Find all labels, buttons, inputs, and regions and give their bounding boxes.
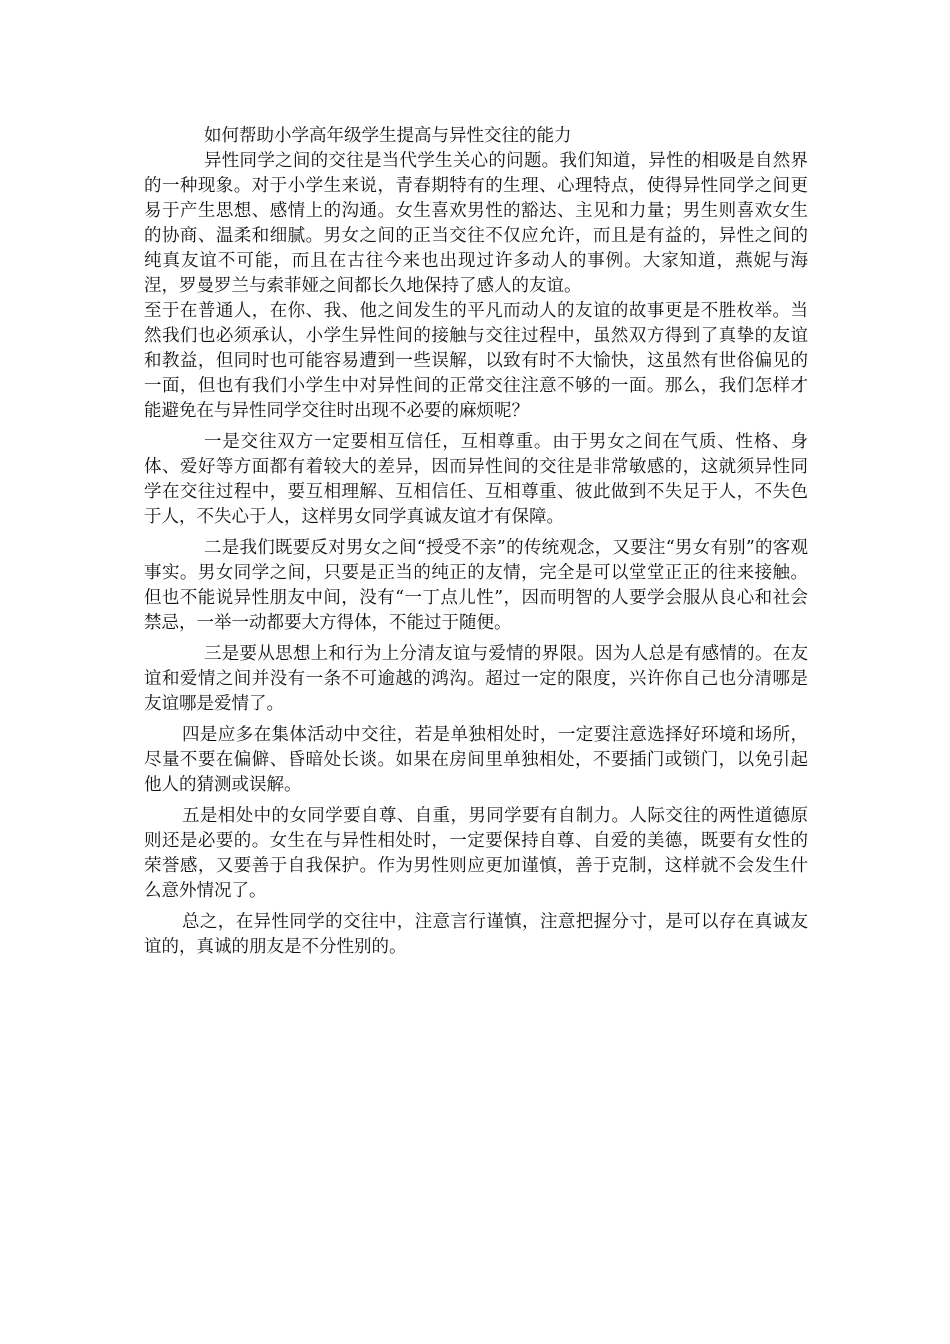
paragraph-intro: 异性同学之间的交往是当代学生关心的问题。我们知道，异性的相吸是自然界的一种现象。对于小学生来说，青春期特有的生理、心理特点，使得异性同学之间更易于产生思想、感情上的沟通。女生喜欢男性的豁达、主见和力量；男生则喜欢女生的协商、温柔和细腻。男女之间的正当交往不仅应允许，而且是有益的，异性之间的纯真友谊不可能，而且在古往今来也出现过许多动人的事例。大家知道，燕妮与海涅，罗曼罗兰与索菲娅之间都长久地保持了感人的友谊。 bbox=[144, 151, 808, 296]
paragraph-point-one: 一是交往双方一定要相互信任，互相尊重。由于男女之间在气质、性格、身体、爱好等方面都有着较大的差异，因而异性间的交往是非常敏感的，这就须异性同学在交往过程中，要互相理解、互相信任、互相尊重、彼此做到不失足于人，不失色于人，不失心于人，这样男女同学真诚友谊才有保障。 bbox=[144, 432, 808, 527]
paragraph-conclusion: 总之，在异性同学的交往中，注意言行谨慎，注意把握分寸，是可以存在真诚友谊的，真诚的朋友是不分性别的。 bbox=[144, 912, 808, 957]
document-title: 如何帮助小学高年级学生提高与异性交往的能力 bbox=[204, 126, 572, 146]
paragraph-point-four: 四是应多在集体活动中交往，若是单独相处时，一定要注意选择好环境和场所，尽量不要在偏僻、昏暗处长谈。如果在房间里单独相处，不要插门或锁门，以免引起他人的猜测或误解。 bbox=[144, 725, 808, 795]
paragraph-point-two: 二是我们既要反对男女之间“授受不亲”的传统观念，又要注“男女有别”的客观事实。男女同学之间，只要是正当的纯正的友情，完全是可以堂堂正正的往来接触。但也不能说异性朋友中间，没有“一丁点儿性”，因而明智的人要学会服从良心和社会禁忌，一举一动都要大方得体，不能过于随便。 bbox=[144, 538, 808, 633]
paragraph-point-five: 五是相处中的女同学要自尊、自重，男同学要有自制力。人际交往的两性道德原则还是必要的。女生在与异性相处时，一定要保持自尊、自爱的美德，既要有女性的荣誉感，又要善于自我保护。作为男性则应更加谨慎，善于克制，这样就不会发生什么意外情况了。 bbox=[144, 806, 808, 901]
paragraph-common-people: 至于在普通人，在你、我、他之间发生的平凡而动人的友谊的故事更是不胜枚举。当然我们也必须承认，小学生异性间的接触与交往过程中，虽然双方得到了真挚的友谊和教益，但同时也可能容易遭到一些误解，以致有时不大愉快，这虽然有世俗偏见的一面，但也有我们小学生中对异性间的正常交往注意不够的一面。那么，我们怎样才能避免在与异性同学交往时出现不必要的麻烦呢？ bbox=[144, 301, 808, 421]
document-page bbox=[144, 124, 808, 966]
paragraph-point-three: 三是要从思想上和行为上分清友谊与爱情的界限。因为人总是有感情的。在友谊和爱情之间并没有一条不可逾越的鸿沟。超过一定的限度，兴许你自己也分清哪是友谊哪是爱情了。 bbox=[144, 644, 808, 714]
